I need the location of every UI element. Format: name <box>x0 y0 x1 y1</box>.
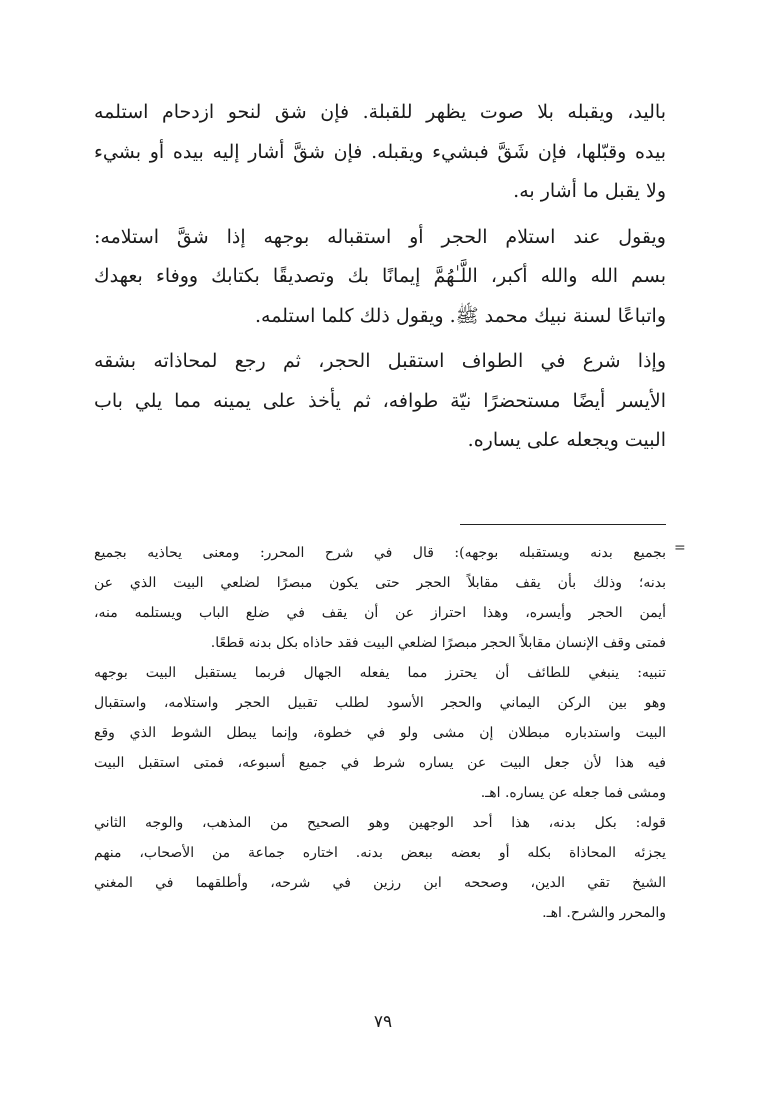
note-line: وهو بين الركن اليماني والحجر الأسود لطلب تقبيل الحجر واستلامه، واستقبال <box>94 695 666 711</box>
note-line: الشيخ تقي الدين، وصححه ابن رزين في شرحه، وأطلقهما في المغني <box>94 875 666 891</box>
paragraph-2 <box>94 218 666 337</box>
footnote-1 <box>94 538 666 658</box>
footnote-2 <box>94 658 666 808</box>
note-line: فمتى وقف الإنسان مقابلاً الحجر مبصرًا لضلعي البيت فقد حاذاه بكل بدنه قطعًا. <box>210 635 666 651</box>
note-line: قوله: بكل بدنه، هذا أحد الوجهين وهو الصحيح من المذهب، والوجه الثاني <box>94 815 666 831</box>
footnote-3 <box>94 808 666 928</box>
note-line: تنبيه: ينبغي للطائف أن يحترز مما يفعله الجهال فربما يستقبل البيت بوجهه <box>94 665 666 681</box>
text-line: واتباعًا لسنة نبيك محمد ﷺ. ويقول ذلك كلما استلمه. <box>254 304 666 327</box>
text-line: البيت ويجعله على يساره. <box>467 429 666 451</box>
text-line: وإذا شرع في الطواف استقبل الحجر، ثم رجع لمحاذاته بشقه <box>94 350 666 372</box>
footnote-continuation-marker: = <box>674 540 686 556</box>
main-text <box>94 93 666 461</box>
note-line: يجزئه المحاذاة بكله أو بعضه ببعض بدنه. اختاره جماعة من الأصحاب، منهم <box>94 845 666 861</box>
footnote-separator <box>460 524 666 525</box>
note-line: أيمن الحجر وأيسره، وهذا احتراز عن أن يقف في ضلع الباب ويستلمه منه، <box>94 605 666 621</box>
text-line: ولا يقبل ما أشار به. <box>513 180 666 202</box>
paragraph-1 <box>94 93 666 212</box>
footnotes <box>94 538 666 928</box>
text-line: بيده وقبّلها، فإن شَقَّ فبشيء ويقبله. فإن شقَّ أشار إليه بيده أو بشيء <box>94 140 666 163</box>
note-line: والمحرر والشرح. اهـ. <box>542 905 666 921</box>
note-line: ومشى فما جعله عن يساره. اهـ. <box>480 785 666 801</box>
text-line: باليد، ويقبله بلا صوت يظهر للقبلة. فإن شق لنحو ازدحام استلمه <box>94 101 666 123</box>
note-line: بجميع بدنه ويستقبله بوجهه): قال في شرح المحرر: ومعنى يحاذيه بجميع <box>94 545 666 561</box>
paragraph-3 <box>94 342 666 461</box>
page-number: ٧٩ <box>373 1012 393 1032</box>
text-line: ويقول عند استلام الحجر أو استقباله بوجهه إذا شقَّ استلامه: <box>94 225 666 248</box>
note-line: بدنه؛ وذلك بأن يقف مقابلاً الحجر حتى يكون مبصرًا لضلعي البيت الذي عن <box>94 575 666 591</box>
text-line: بسم الله والله أكبر، اللَّـٰهُمَّ إيمانًا بك وتصديقًا بكتابك ووفاء بعهدك <box>94 265 666 287</box>
note-line: فيه هذا لأن جعل البيت عن يساره شرط في جميع أسبوعه، فمتى استقبل البيت <box>94 755 666 771</box>
note-line: البيت واستدباره مبطلان إن مشى ولو في خطوة، وإنما يبطل الشوط الذي وقع <box>94 725 666 741</box>
text-line: الأيسر أيضًا مستحضرًا نيّة طوافه، ثم يأخذ على يمينه مما يلي باب <box>94 389 666 412</box>
